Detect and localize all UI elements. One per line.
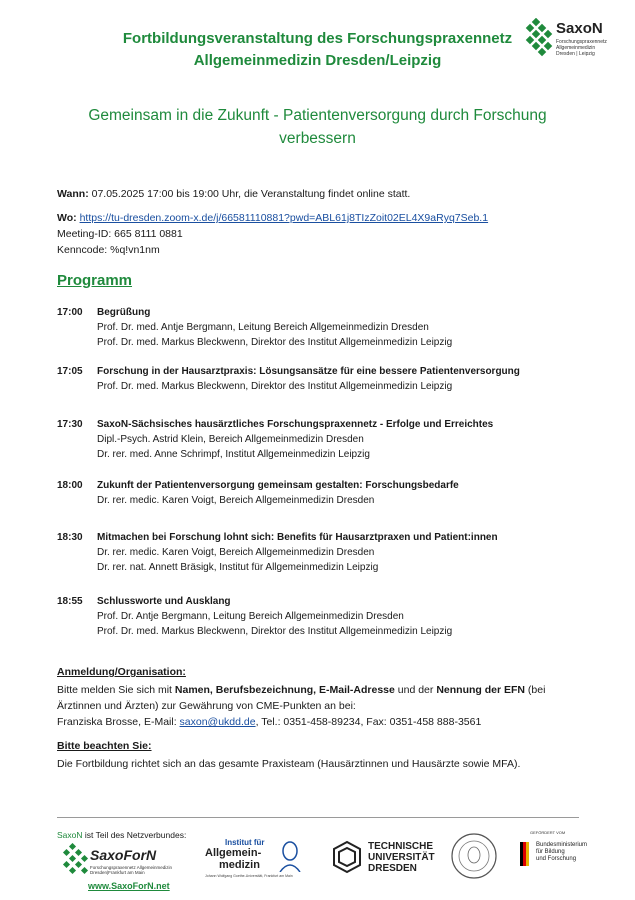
bmbf-line-3: und Forschung (536, 856, 577, 862)
item-time: 18:55 (57, 596, 83, 607)
item-time: 17:00 (57, 307, 83, 318)
institut-allgemeinmedizin-logo (205, 838, 315, 886)
item-title: SaxoN-Sächsisches hausärztliches Forschungspraxennetz - Erfolge und Erreichtes (97, 419, 494, 430)
institut-sub: Johann Wolfgang Goethe-Universität, Frankfurt am Main (205, 874, 293, 878)
saxon-logo-line1: Forschungspraxennetz (556, 39, 607, 45)
bmbf-line-1: Bundesministerium (536, 842, 588, 848)
institut-line-1: Institut für (225, 838, 265, 847)
footer-divider (57, 817, 579, 818)
item-title: Zukunft der Patientenversorgung gemeinsam gestalten: Forschungsbedarfe (97, 480, 459, 491)
contact-phone-fax: , Tel.: 0351-458-89234, Fax: 0351-458 888-3561 (255, 716, 482, 728)
kenncode: Kenncode: %q!vn1nm (57, 244, 160, 256)
item-title: Begrüßung (97, 307, 151, 318)
item-title: Forschung in der Hausarztpraxis: Lösungsansätze für eine bessere Patientenversorgung (97, 366, 520, 377)
item-speaker: Prof. Dr. med. Antje Bergmann, Leitung Bereich Allgemeinmedizin Dresden (97, 322, 429, 333)
network-saxon: SaxoN (57, 830, 83, 840)
wann-label: Wann: (57, 188, 89, 200)
saxon-logo (522, 18, 622, 62)
item-speaker: Dr. rer. med. Anne Schrimpf, Institut Allgemeinmedizin Leipzig (97, 449, 370, 460)
title-line-1: Fortbildungsveranstaltung des Forschungspraxennetz (122, 30, 513, 47)
item-speaker: Prof. Dr. med. Markus Bleckwenn, Direktor des Institut Allgemeinmedizin Leipzig (97, 337, 453, 348)
subtitle-line-2: verbessern (279, 130, 356, 147)
saxon-logo-mark (522, 18, 556, 58)
email-link[interactable]: saxon@ukdd.de (179, 716, 256, 728)
saxofornet-logo-mark (60, 843, 90, 879)
goethe-portrait-icon (277, 840, 303, 872)
institut-line-3: medizin (219, 859, 260, 871)
item-speaker: Prof. Dr. med. Markus Bleckwenn, Direktor des Institut Allgemeinmedizin Leipzig (97, 381, 453, 392)
item-time: 18:00 (57, 480, 83, 491)
network-note (57, 830, 186, 840)
item-speaker: Dr. rer. medic. Karen Voigt, Bereich Allgemeinmedizin Dresden (97, 547, 375, 558)
title-line-2: Allgemeinmedizin Dresden/Leipzig (193, 52, 442, 69)
tu-dresden-logo (330, 838, 440, 878)
item-time: 17:30 (57, 419, 83, 430)
zoom-link[interactable]: https://tu-dresden.zoom-x.de/j/66581110881?pwd=ABL61j8TIzZoit02EL4X9aRyq7Seb.1 (79, 212, 489, 224)
university-seal-icon (450, 832, 498, 880)
anmeldung-text-part: (bei (524, 684, 546, 696)
wann-text: 07.05.2025 17:00 bis 19:00 Uhr, die Veranstaltung findet online statt. (91, 188, 411, 200)
subtitle (40, 104, 595, 150)
website-link[interactable]: www.SaxoForN.net (88, 881, 170, 891)
anmeldung-text (57, 682, 597, 730)
item-speaker: Dr. rer. medic. Karen Voigt, Bereich Allgemeinmedizin Dresden (97, 495, 375, 506)
item-title: Schlussworte und Ausklang (97, 596, 231, 607)
anmeldung-text-part: Bitte melden Sie sich mit (57, 684, 175, 696)
anmeldung-text-part: und der (394, 684, 437, 696)
item-speaker: Dipl.-Psych. Astrid Klein, Bereich Allgemeinmedizin Dresden (97, 434, 364, 445)
tud-line-3: DRESDEN (368, 863, 417, 874)
bmbf-line-2: für Bildung (536, 849, 565, 855)
saxofornet-sub-2: Dresden|Frankfurt am Main (90, 870, 145, 875)
federal-eagle-icon (520, 842, 532, 866)
meeting-id: Meeting-ID: 665 8111 0881 (57, 228, 183, 240)
anmeldung-line-2: Ärztinnen und Ärzten) zur Gewährung von CME-Punkten an bei: (57, 700, 356, 712)
saxon-logo-line2: Allgemeinmedizin (556, 45, 596, 51)
saxofornet-logo (60, 843, 190, 881)
saxon-logo-line3: Dresden | Leipzig (556, 51, 595, 57)
bmbf-logo (520, 830, 610, 880)
bmbf-gefoerdert: GEFÖRDERT VOM (530, 830, 566, 835)
item-speaker: Prof. Dr. Antje Bergmann, Leitung Bereich Allgemeinmedizin Dresden (97, 611, 404, 622)
item-title: Mitmachen bei Forschung lohnt sich: Benefits für Hausarztpraxen und Patient:innen (97, 532, 498, 543)
anmeldung-bold-part: Nennung der EFN (436, 684, 525, 696)
hinweis-text: Die Fortbildung richtet sich an das gesamte Praxisteam (Hausärztinnen und Hausärzte sowie MFA). (57, 758, 521, 770)
wann-line (57, 186, 410, 202)
contact-name: Franziska Brosse, E-Mail: (57, 716, 180, 728)
programm-heading: Programm (57, 272, 133, 289)
wo-line (57, 210, 488, 226)
anmeldung-heading: Anmeldung/Organisation: (57, 666, 186, 678)
saxofornet-sub-1: Forschungspraxennetz Allgemeinmedizin (90, 865, 173, 870)
item-speaker: Dr. rer. nat. Annett Bräsigk, Institut für Allgemeinmedizin Leipzig (97, 562, 379, 573)
anmeldung-bold-part: Namen, Berufsbezeichnung, E-Mail-Adresse (174, 684, 395, 696)
subtitle-line-1: Gemeinsam in die Zukunft - Patientenversorgung durch Forschung (88, 107, 547, 124)
institut-line-2: Allgemein- (205, 847, 262, 859)
network-text: ist Teil des Netzverbundes: (82, 830, 187, 840)
tud-line-1: TECHNISCHE (368, 841, 434, 852)
tu-dresden-logo-mark (330, 840, 364, 874)
hinweis-heading: Bitte beachten Sie: (57, 740, 152, 752)
wo-label: Wo: (57, 212, 77, 224)
tud-line-2: UNIVERSITÄT (368, 852, 435, 863)
item-time: 18:30 (57, 532, 83, 543)
item-time: 17:05 (57, 366, 83, 377)
saxofornet-name: SaxoForN (90, 847, 157, 863)
saxon-logo-name: SaxoN (556, 20, 603, 37)
item-speaker: Prof. Dr. med. Markus Bleckwenn, Direktor des Institut Allgemeinmedizin Leipzig (97, 626, 453, 637)
